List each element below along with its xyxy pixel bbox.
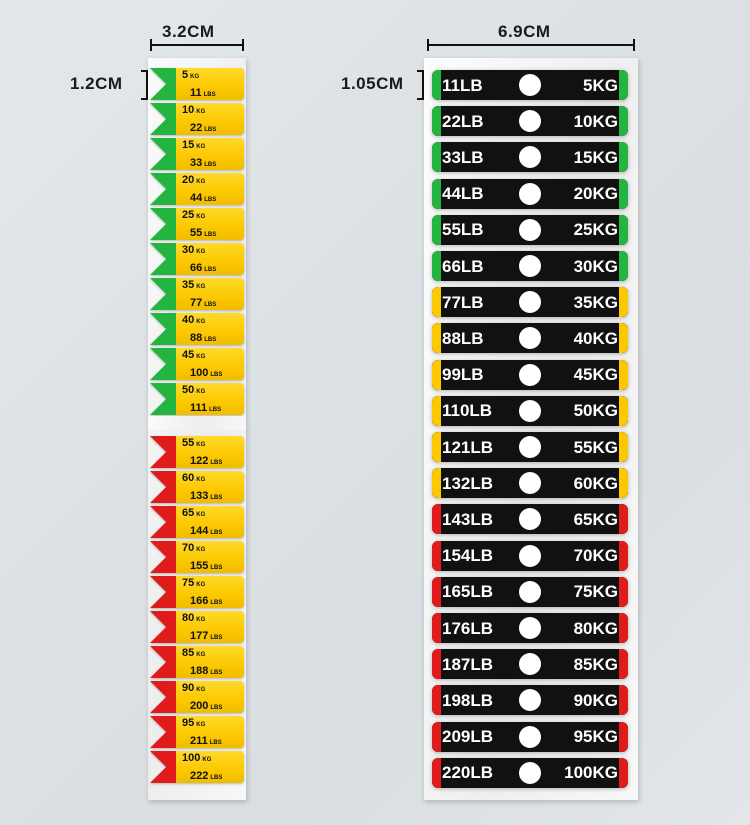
lbs-unit: LBS: [203, 92, 216, 98]
left-weight-tag: [150, 348, 244, 380]
kilogram-value: 25KG: [573, 220, 618, 240]
kg-value: 70: [182, 542, 195, 554]
left-width-dimension-line: [150, 44, 244, 46]
kilogram-value: 70KG: [573, 546, 618, 566]
kg-unit: KG: [202, 757, 212, 763]
right-weight-tag: [432, 577, 628, 607]
center-dot: [519, 762, 541, 784]
left-weight-tag: [150, 716, 244, 748]
right-endcap: [619, 179, 628, 209]
center-dot: [519, 291, 541, 313]
right-weight-tag: [432, 541, 628, 571]
kg-unit: KG: [196, 354, 206, 360]
lbs-unit: LBS: [204, 337, 217, 343]
kg-value: 35: [182, 279, 195, 291]
left-weight-tag: [150, 751, 244, 783]
left-endcap: [432, 613, 441, 643]
right-endcap: [619, 215, 628, 245]
right-endcap: [619, 541, 628, 571]
right-weight-tag: [432, 468, 628, 498]
right-weight-tag: [432, 106, 628, 136]
kg-value: 30: [182, 244, 195, 256]
kg-unit: KG: [196, 319, 206, 325]
kg-unit: KG: [196, 389, 206, 395]
right-tag-height-dimension-label: 1.05CM: [341, 74, 404, 93]
arrow-shape: [150, 541, 176, 573]
lbs-unit: LBS: [210, 372, 223, 378]
right-weight-tag: [432, 432, 628, 462]
lbs-unit: LBS: [210, 705, 223, 711]
lbs-value: 100: [190, 367, 209, 379]
kg-unit: KG: [196, 582, 206, 588]
left-endcap: [432, 685, 441, 715]
left-weight-tag: [150, 506, 244, 538]
right-endcap: [619, 468, 628, 498]
right-endcap: [619, 251, 628, 281]
kilogram-value: 45KG: [573, 365, 618, 385]
right-endcap: [619, 432, 628, 462]
kilogram-value: 30KG: [573, 256, 618, 276]
center-dot: [519, 545, 541, 567]
right-width-dimension-line: [427, 44, 635, 46]
lbs-unit: LBS: [210, 635, 223, 641]
lbs-unit: LBS: [210, 495, 223, 501]
lbs-unit: LBS: [210, 460, 223, 466]
lbs-value: 133: [190, 490, 209, 502]
center-dot: [519, 146, 541, 168]
kg-unit: KG: [196, 512, 206, 518]
pound-value: 11LB: [442, 75, 483, 95]
kg-value: 85: [182, 647, 195, 659]
left-width-dimension-label: 3.2CM: [162, 22, 215, 41]
arrow-shape: [150, 646, 176, 678]
kilogram-value: 85KG: [573, 654, 618, 674]
tag-body: [176, 278, 244, 310]
left-endcap: [432, 251, 441, 281]
lbs-unit: LBS: [204, 267, 217, 273]
right-endcap: [619, 613, 628, 643]
kg-value: 100: [182, 752, 201, 764]
left-endcap: [432, 432, 441, 462]
left-endcap: [432, 287, 441, 317]
left-weight-tag: [150, 243, 244, 275]
arrow-shape: [150, 173, 176, 205]
right-endcap: [619, 396, 628, 426]
pound-value: 77LB: [442, 292, 484, 312]
lbs-unit: LBS: [204, 162, 217, 168]
kilogram-value: 5KG: [583, 75, 618, 95]
lbs-value: 211: [190, 735, 208, 747]
center-dot: [519, 689, 541, 711]
left-endcap: [432, 360, 441, 390]
pound-value: 209LB: [442, 727, 494, 747]
center-dot: [519, 581, 541, 603]
kg-value: 40: [182, 314, 195, 326]
pound-value: 22LB: [442, 111, 484, 131]
kilogram-value: 95KG: [573, 727, 618, 747]
lbs-value: 144: [190, 525, 209, 537]
pound-value: 110LB: [442, 401, 493, 421]
kg-value: 15: [182, 139, 195, 151]
arrow-shape: [150, 348, 176, 380]
left-weight-tag: [150, 646, 244, 678]
lbs-value: 155: [190, 560, 209, 572]
right-endcap: [619, 106, 628, 136]
tag-body: [176, 716, 244, 748]
arrow-shape: [150, 716, 176, 748]
right-weight-tag: [432, 251, 628, 281]
left-weight-tag: [150, 208, 244, 240]
lbs-unit: LBS: [204, 302, 217, 308]
pound-value: 143LB: [442, 509, 494, 529]
kilogram-value: 80KG: [573, 618, 618, 638]
right-weight-tag: [432, 649, 628, 679]
arrow-shape: [150, 751, 176, 783]
lbs-value: 55: [190, 227, 203, 239]
kilogram-value: 40KG: [573, 328, 618, 348]
left-endcap: [432, 179, 441, 209]
lbs-unit: LBS: [210, 565, 223, 571]
pound-value: 165LB: [442, 582, 494, 602]
right-weight-tag: [432, 360, 628, 390]
lbs-unit: LBS: [210, 530, 223, 536]
lbs-value: 111: [190, 402, 208, 414]
kg-value: 90: [182, 682, 195, 694]
right-weight-tag: [432, 215, 628, 245]
center-dot: [519, 508, 541, 530]
kilogram-value: 15KG: [573, 147, 618, 167]
pound-value: 121LB: [442, 437, 494, 457]
arrow-shape: [150, 576, 176, 608]
left-weight-tag: [150, 68, 244, 100]
left-endcap: [432, 504, 441, 534]
kg-unit: KG: [196, 547, 206, 553]
left-endcap: [432, 142, 441, 172]
pound-value: 198LB: [442, 690, 494, 710]
left-endcap: [432, 323, 441, 353]
pound-value: 44LB: [442, 184, 484, 204]
pound-value: 176LB: [442, 618, 494, 638]
left-endcap: [432, 577, 441, 607]
right-weight-tag: [432, 613, 628, 643]
tag-body: [176, 506, 244, 538]
kg-unit: KG: [196, 442, 206, 448]
kilogram-value: 35KG: [573, 292, 618, 312]
right-endcap: [619, 142, 628, 172]
right-weight-tag: [432, 142, 628, 172]
kilogram-value: 75KG: [573, 582, 618, 602]
kg-value: 10: [182, 104, 195, 116]
left-weight-tag: [150, 576, 244, 608]
kg-value: 95: [182, 717, 195, 729]
center-dot: [519, 74, 541, 96]
kilogram-value: 65KG: [573, 509, 618, 529]
right-endcap: [619, 685, 628, 715]
left-weight-tag: [150, 173, 244, 205]
lbs-unit: LBS: [210, 775, 223, 781]
lbs-unit: LBS: [209, 407, 222, 413]
kg-unit: KG: [196, 214, 206, 220]
kg-value: 25: [182, 209, 195, 221]
lbs-unit: LBS: [204, 197, 217, 203]
right-endcap: [619, 360, 628, 390]
kg-value: 5: [182, 69, 189, 81]
center-dot: [519, 472, 541, 494]
kg-value: 60: [182, 472, 195, 484]
left-weight-tag: [150, 681, 244, 713]
tag-body: [176, 138, 244, 170]
tag-body: [176, 103, 244, 135]
center-dot: [519, 617, 541, 639]
arrow-shape: [150, 313, 176, 345]
center-dot: [519, 400, 541, 422]
left-weight-tag: [150, 103, 244, 135]
arrow-shape: [150, 436, 176, 468]
right-weight-tag: [432, 722, 628, 752]
arrow-shape: [150, 68, 176, 100]
kg-value: 20: [182, 174, 195, 186]
right-weight-tag: [432, 70, 628, 100]
left-weight-tag: [150, 383, 244, 415]
lbs-unit: LBS: [209, 740, 222, 746]
left-endcap: [432, 758, 441, 788]
right-width-dimension-label: 6.9CM: [498, 22, 551, 41]
left-weight-tag: [150, 313, 244, 345]
right-endcap: [619, 287, 628, 317]
right-endcap: [619, 323, 628, 353]
tag-body: [176, 646, 244, 678]
tag-body: [176, 313, 244, 345]
kg-unit: KG: [196, 109, 206, 115]
left-endcap: [432, 215, 441, 245]
tag-body: [176, 68, 244, 100]
sheet-gap-band: [148, 416, 246, 430]
arrow-shape: [150, 471, 176, 503]
kg-unit: KG: [196, 722, 206, 728]
left-weight-tag: [150, 436, 244, 468]
right-sticker-sheet: [424, 58, 638, 800]
arrow-shape: [150, 611, 176, 643]
right-endcap: [619, 577, 628, 607]
tag-body: [176, 471, 244, 503]
right-endcap: [619, 70, 628, 100]
lbs-value: 77: [190, 297, 203, 309]
lbs-value: 177: [190, 630, 209, 642]
right-weight-tag: [432, 685, 628, 715]
pound-value: 220LB: [442, 763, 494, 783]
kg-unit: KG: [190, 74, 200, 80]
tag-body: [176, 751, 244, 783]
left-weight-tag: [150, 138, 244, 170]
pound-value: 55LB: [442, 220, 484, 240]
center-dot: [519, 255, 541, 277]
arrow-shape: [150, 278, 176, 310]
lbs-unit: LBS: [210, 600, 223, 606]
kilogram-value: 20KG: [573, 184, 618, 204]
kg-value: 55: [182, 437, 195, 449]
left-weight-tag: [150, 278, 244, 310]
kilogram-value: 90KG: [573, 690, 618, 710]
left-sticker-sheet: [148, 58, 246, 800]
kg-unit: KG: [196, 652, 206, 658]
left-tag-height-dimension-label: 1.2CM: [70, 74, 123, 93]
tag-body: [176, 243, 244, 275]
right-weight-tag: [432, 396, 628, 426]
arrow-shape: [150, 243, 176, 275]
pound-value: 88LB: [442, 328, 484, 348]
left-weight-tag: [150, 471, 244, 503]
kg-value: 45: [182, 349, 195, 361]
right-weight-tag: [432, 504, 628, 534]
lbs-value: 22: [190, 122, 203, 134]
left-endcap: [432, 649, 441, 679]
lbs-value: 11: [190, 87, 202, 99]
center-dot: [519, 219, 541, 241]
tag-body: [176, 348, 244, 380]
left-endcap: [432, 70, 441, 100]
arrow-shape: [150, 383, 176, 415]
left-endcap: [432, 106, 441, 136]
kilogram-value: 50KG: [573, 401, 618, 421]
lbs-value: 200: [190, 700, 209, 712]
tag-body: [176, 541, 244, 573]
center-dot: [519, 110, 541, 132]
left-endcap: [432, 722, 441, 752]
center-dot: [519, 436, 541, 458]
right-weight-tag: [432, 287, 628, 317]
left-endcap: [432, 396, 441, 426]
right-endcap: [619, 722, 628, 752]
left-endcap: [432, 541, 441, 571]
arrow-shape: [150, 208, 176, 240]
center-dot: [519, 726, 541, 748]
right-endcap: [619, 649, 628, 679]
pound-value: 154LB: [442, 546, 494, 566]
lbs-value: 33: [190, 157, 203, 169]
pound-value: 99LB: [442, 365, 484, 385]
kg-unit: KG: [196, 687, 206, 693]
left-weight-tag: [150, 541, 244, 573]
center-dot: [519, 327, 541, 349]
pound-value: 132LB: [442, 473, 494, 493]
lbs-unit: LBS: [210, 670, 223, 676]
center-dot: [519, 653, 541, 675]
lbs-value: 66: [190, 262, 203, 274]
tag-body: [176, 611, 244, 643]
tag-body: [176, 681, 244, 713]
kg-value: 65: [182, 507, 195, 519]
arrow-shape: [150, 138, 176, 170]
lbs-value: 222: [190, 770, 209, 782]
kg-unit: KG: [196, 179, 206, 185]
arrow-shape: [150, 103, 176, 135]
kg-unit: KG: [196, 144, 206, 150]
center-dot: [519, 364, 541, 386]
kg-value: 50: [182, 384, 195, 396]
tag-body: [176, 436, 244, 468]
kg-value: 75: [182, 577, 195, 589]
kilogram-value: 10KG: [573, 111, 618, 131]
center-dot: [519, 183, 541, 205]
pound-value: 33LB: [442, 147, 484, 167]
kilogram-value: 100KG: [564, 763, 618, 783]
lbs-value: 166: [190, 595, 209, 607]
tag-body: [176, 173, 244, 205]
lbs-unit: LBS: [204, 127, 217, 133]
arrow-shape: [150, 681, 176, 713]
arrow-shape: [150, 506, 176, 538]
kg-unit: KG: [196, 477, 206, 483]
lbs-value: 88: [190, 332, 203, 344]
left-weight-tag: [150, 611, 244, 643]
right-weight-tag: [432, 323, 628, 353]
tag-body: [176, 576, 244, 608]
kg-unit: KG: [196, 617, 206, 623]
right-endcap: [619, 504, 628, 534]
tag-body: [176, 383, 244, 415]
kilogram-value: 60KG: [573, 473, 618, 493]
right-endcap: [619, 758, 628, 788]
lbs-value: 44: [190, 192, 203, 204]
kg-unit: KG: [196, 284, 206, 290]
left-endcap: [432, 468, 441, 498]
pound-value: 66LB: [442, 256, 484, 276]
right-weight-tag: [432, 758, 628, 788]
lbs-value: 188: [190, 665, 209, 677]
kg-value: 80: [182, 612, 195, 624]
kilogram-value: 55KG: [573, 437, 618, 457]
lbs-value: 122: [190, 455, 209, 467]
pound-value: 187LB: [442, 654, 494, 674]
tag-body: [176, 208, 244, 240]
kg-unit: KG: [196, 249, 206, 255]
right-weight-tag: [432, 179, 628, 209]
lbs-unit: LBS: [204, 232, 217, 238]
